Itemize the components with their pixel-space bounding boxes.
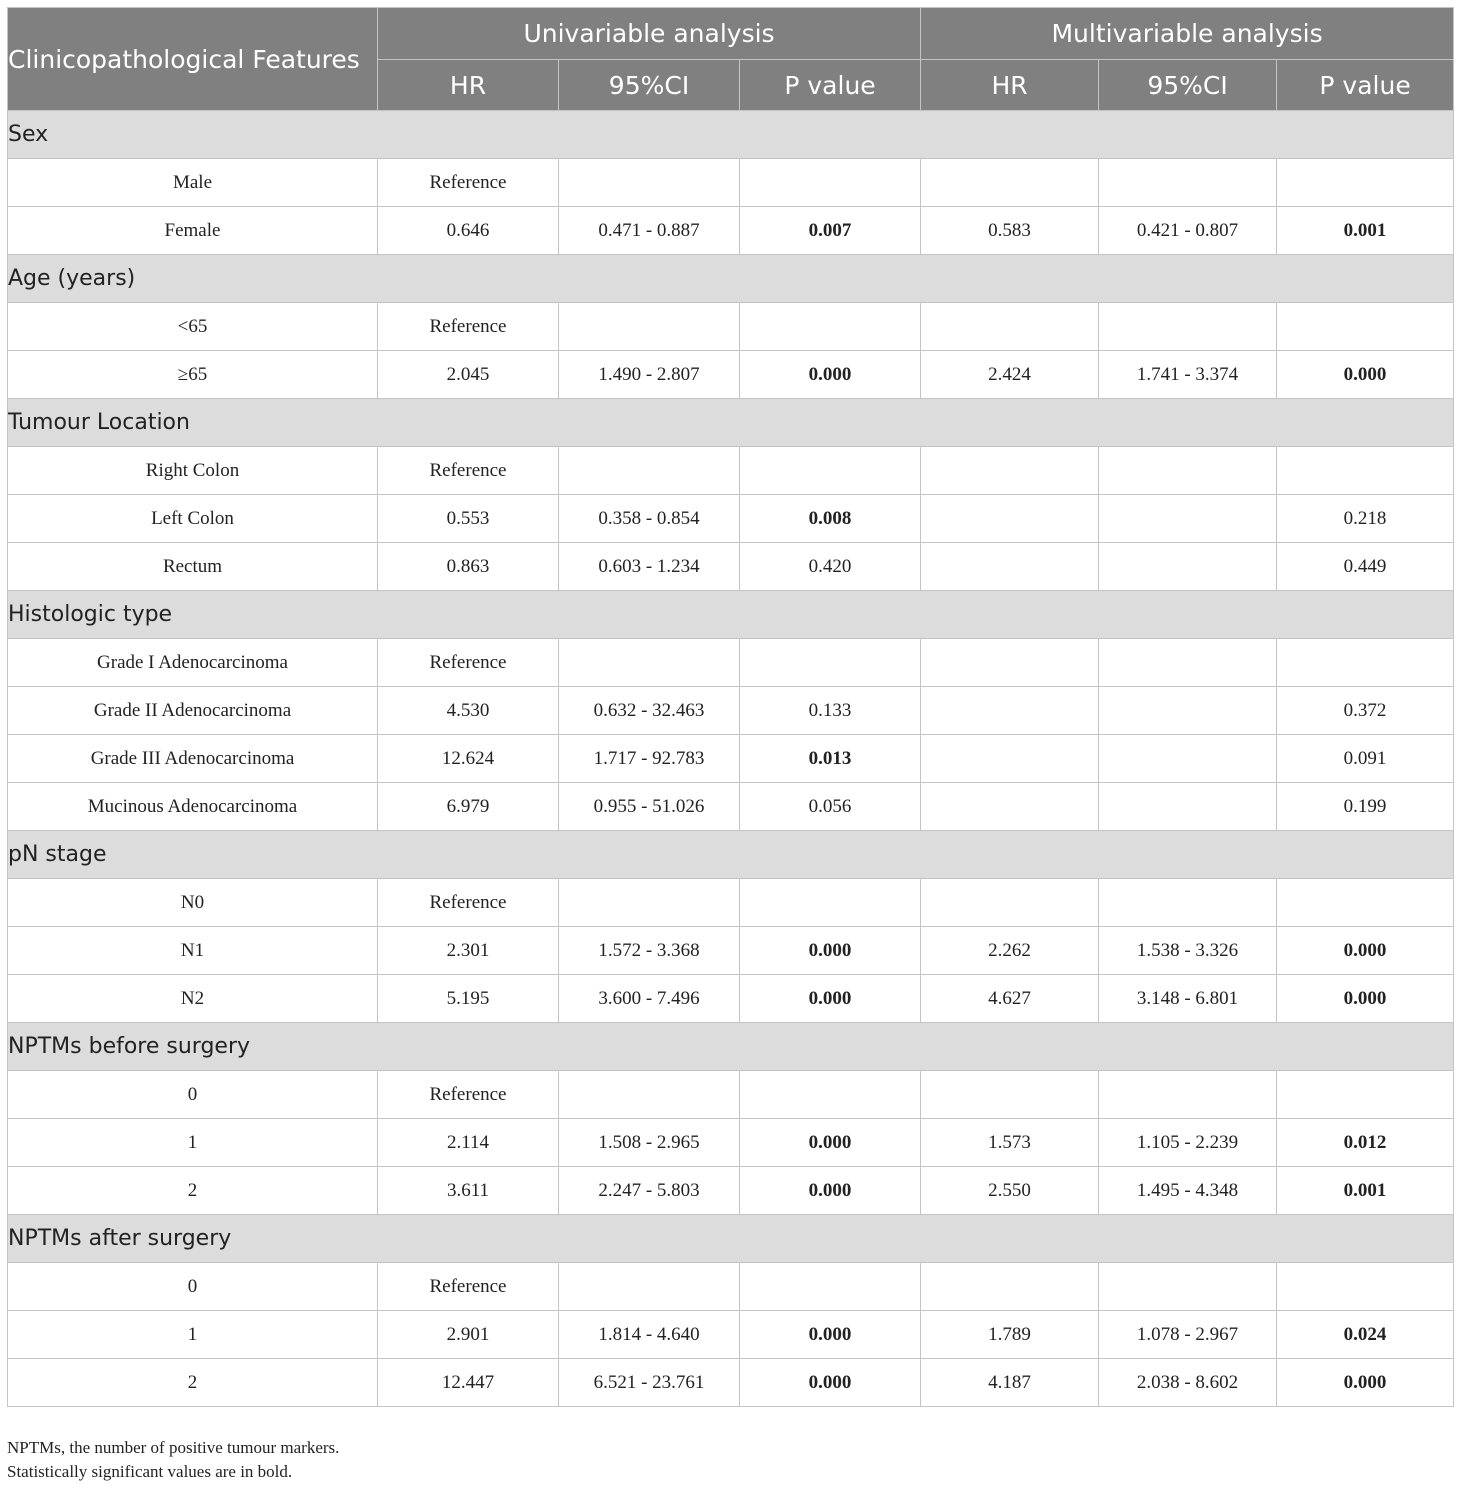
uni-pvalue-cell: 0.133: [740, 687, 921, 735]
multi-ci-cell: 3.148 - 6.801: [1099, 975, 1277, 1023]
table-row: [8, 1359, 1454, 1407]
uni-pvalue-cell: 0.000: [740, 1119, 921, 1167]
uni-ci-cell: 0.632 - 32.463: [559, 687, 740, 735]
section-title: NPTMs after surgery: [8, 1215, 1454, 1263]
section-title: Histologic type: [8, 591, 1454, 639]
table-row: [8, 159, 1454, 207]
multi-pvalue-cell: [1277, 879, 1454, 927]
section-row: [8, 1215, 1454, 1263]
uni-ci-cell: [559, 303, 740, 351]
multi-hr-cell: 2.550: [921, 1167, 1099, 1215]
uni-pvalue-cell: [740, 1263, 921, 1311]
uni-hr-cell: 0.863: [378, 543, 559, 591]
section-row: [8, 255, 1454, 303]
multi-pvalue-cell: 0.001: [1277, 207, 1454, 255]
section-title: Tumour Location: [8, 399, 1454, 447]
uni-ci-cell: 0.358 - 0.854: [559, 495, 740, 543]
header-multivariable: Multivariable analysis: [921, 8, 1454, 60]
uni-hr-cell: Reference: [378, 1263, 559, 1311]
uni-hr-cell: 5.195: [378, 975, 559, 1023]
uni-hr-cell: Reference: [378, 1071, 559, 1119]
table-row: [8, 639, 1454, 687]
uni-hr-cell: 2.301: [378, 927, 559, 975]
uni-hr-cell: 2.045: [378, 351, 559, 399]
multi-ci-cell: 0.421 - 0.807: [1099, 207, 1277, 255]
uni-hr-cell: 6.979: [378, 783, 559, 831]
uni-ci-cell: 1.490 - 2.807: [559, 351, 740, 399]
uni-pvalue-cell: [740, 447, 921, 495]
uni-pvalue-cell: [740, 303, 921, 351]
multi-pvalue-cell: 0.001: [1277, 1167, 1454, 1215]
multi-pvalue-cell: 0.000: [1277, 1359, 1454, 1407]
feature-label: 0: [8, 1263, 378, 1311]
multi-hr-cell: [921, 879, 1099, 927]
header-multi-ci: 95%CI: [1099, 60, 1277, 111]
multi-ci-cell: [1099, 159, 1277, 207]
multi-hr-cell: [921, 783, 1099, 831]
uni-hr-cell: Reference: [378, 879, 559, 927]
uni-ci-cell: [559, 1263, 740, 1311]
multi-pvalue-cell: [1277, 159, 1454, 207]
multi-ci-cell: 1.495 - 4.348: [1099, 1167, 1277, 1215]
table-row: [8, 495, 1454, 543]
section-row: [8, 1023, 1454, 1071]
feature-label: Grade II Adenocarcinoma: [8, 687, 378, 735]
uni-pvalue-cell: 0.420: [740, 543, 921, 591]
feature-label: Grade III Adenocarcinoma: [8, 735, 378, 783]
table-row: [8, 543, 1454, 591]
section-title: Sex: [8, 111, 1454, 159]
table-row: [8, 975, 1454, 1023]
table-row: [8, 783, 1454, 831]
multi-hr-cell: [921, 639, 1099, 687]
multi-pvalue-cell: [1277, 447, 1454, 495]
multi-hr-cell: [921, 543, 1099, 591]
uni-pvalue-cell: 0.000: [740, 927, 921, 975]
feature-label: Left Colon: [8, 495, 378, 543]
multi-pvalue-cell: 0.024: [1277, 1311, 1454, 1359]
multi-pvalue-cell: 0.000: [1277, 975, 1454, 1023]
multi-hr-cell: 0.583: [921, 207, 1099, 255]
uni-pvalue-cell: 0.000: [740, 1311, 921, 1359]
header-univariable: Univariable analysis: [378, 8, 921, 60]
header-uni-hr: HR: [378, 60, 559, 111]
table-row: [8, 447, 1454, 495]
multi-pvalue-cell: 0.000: [1277, 927, 1454, 975]
multi-pvalue-cell: 0.012: [1277, 1119, 1454, 1167]
section-title: Age (years): [8, 255, 1454, 303]
multi-hr-cell: 1.789: [921, 1311, 1099, 1359]
multi-ci-cell: 1.538 - 3.326: [1099, 927, 1277, 975]
table-row: [8, 879, 1454, 927]
table-row: [8, 927, 1454, 975]
multi-pvalue-cell: [1277, 303, 1454, 351]
header-row-1: [8, 8, 1454, 60]
feature-label: N2: [8, 975, 378, 1023]
multi-ci-cell: [1099, 1263, 1277, 1311]
uni-ci-cell: [559, 1071, 740, 1119]
header-features: Clinicopathological Features: [8, 8, 378, 111]
multi-pvalue-cell: 0.199: [1277, 783, 1454, 831]
uni-pvalue-cell: [740, 1071, 921, 1119]
uni-pvalue-cell: 0.008: [740, 495, 921, 543]
multi-hr-cell: 2.424: [921, 351, 1099, 399]
table-row: [8, 735, 1454, 783]
uni-pvalue-cell: 0.007: [740, 207, 921, 255]
feature-label: 2: [8, 1359, 378, 1407]
uni-ci-cell: [559, 639, 740, 687]
uni-ci-cell: [559, 159, 740, 207]
multi-ci-cell: [1099, 735, 1277, 783]
multi-hr-cell: 2.262: [921, 927, 1099, 975]
feature-label: N0: [8, 879, 378, 927]
multi-hr-cell: [921, 1071, 1099, 1119]
multi-hr-cell: [921, 447, 1099, 495]
table-row: [8, 303, 1454, 351]
uni-ci-cell: 0.603 - 1.234: [559, 543, 740, 591]
uni-pvalue-cell: [740, 879, 921, 927]
uni-ci-cell: [559, 879, 740, 927]
table-row: [8, 1167, 1454, 1215]
multi-hr-cell: [921, 159, 1099, 207]
feature-label: Right Colon: [8, 447, 378, 495]
feature-label: N1: [8, 927, 378, 975]
uni-hr-cell: 2.114: [378, 1119, 559, 1167]
table-row: [8, 207, 1454, 255]
uni-ci-cell: 6.521 - 23.761: [559, 1359, 740, 1407]
multi-pvalue-cell: 0.449: [1277, 543, 1454, 591]
table-footnotes: [7, 1436, 339, 1484]
table-row: [8, 1119, 1454, 1167]
uni-pvalue-cell: 0.056: [740, 783, 921, 831]
section-row: [8, 591, 1454, 639]
header-uni-pvalue: P value: [740, 60, 921, 111]
feature-label: Male: [8, 159, 378, 207]
multi-pvalue-cell: 0.218: [1277, 495, 1454, 543]
table-body: [8, 111, 1454, 1407]
multi-ci-cell: [1099, 495, 1277, 543]
uni-ci-cell: 1.717 - 92.783: [559, 735, 740, 783]
feature-label: 1: [8, 1119, 378, 1167]
section-row: [8, 399, 1454, 447]
footnote-bold: Statistically significant values are in bold.: [7, 1462, 293, 1481]
feature-label: Grade I Adenocarcinoma: [8, 639, 378, 687]
multi-pvalue-cell: [1277, 639, 1454, 687]
multi-hr-cell: 4.627: [921, 975, 1099, 1023]
feature-label: <65: [8, 303, 378, 351]
feature-label: 0: [8, 1071, 378, 1119]
uni-hr-cell: 12.447: [378, 1359, 559, 1407]
uni-hr-cell: Reference: [378, 447, 559, 495]
table-row: [8, 687, 1454, 735]
header-multi-pvalue: P value: [1277, 60, 1454, 111]
uni-hr-cell: Reference: [378, 159, 559, 207]
multi-pvalue-cell: 0.372: [1277, 687, 1454, 735]
feature-label: ≥65: [8, 351, 378, 399]
section-row: [8, 831, 1454, 879]
multi-ci-cell: [1099, 543, 1277, 591]
multi-ci-cell: [1099, 879, 1277, 927]
multi-pvalue-cell: [1277, 1071, 1454, 1119]
multi-ci-cell: [1099, 1071, 1277, 1119]
section-title: NPTMs before surgery: [8, 1023, 1454, 1071]
uni-hr-cell: 2.901: [378, 1311, 559, 1359]
section-title: pN stage: [8, 831, 1454, 879]
header-multi-hr: HR: [921, 60, 1099, 111]
uni-ci-cell: 1.814 - 4.640: [559, 1311, 740, 1359]
uni-pvalue-cell: 0.000: [740, 975, 921, 1023]
multi-ci-cell: [1099, 447, 1277, 495]
uni-hr-cell: 0.553: [378, 495, 559, 543]
feature-label: Mucinous Adenocarcinoma: [8, 783, 378, 831]
multi-pvalue-cell: [1277, 1263, 1454, 1311]
uni-hr-cell: 4.530: [378, 687, 559, 735]
multi-ci-cell: [1099, 303, 1277, 351]
uni-ci-cell: 0.471 - 0.887: [559, 207, 740, 255]
uni-pvalue-cell: 0.000: [740, 1359, 921, 1407]
results-table: [7, 7, 1454, 1407]
header-uni-ci: 95%CI: [559, 60, 740, 111]
multi-hr-cell: [921, 495, 1099, 543]
multi-ci-cell: 2.038 - 8.602: [1099, 1359, 1277, 1407]
multi-ci-cell: 1.078 - 2.967: [1099, 1311, 1277, 1359]
uni-hr-cell: 3.611: [378, 1167, 559, 1215]
uni-pvalue-cell: [740, 159, 921, 207]
multi-hr-cell: [921, 735, 1099, 783]
footnote-abbreviation: NPTMs, the number of positive tumour markers.: [7, 1438, 340, 1457]
multi-hr-cell: [921, 303, 1099, 351]
uni-hr-cell: Reference: [378, 303, 559, 351]
uni-pvalue-cell: 0.000: [740, 1167, 921, 1215]
feature-label: 1: [8, 1311, 378, 1359]
uni-pvalue-cell: [740, 639, 921, 687]
uni-ci-cell: [559, 447, 740, 495]
section-row: [8, 111, 1454, 159]
table-row: [8, 1263, 1454, 1311]
feature-label: 2: [8, 1167, 378, 1215]
feature-label: Rectum: [8, 543, 378, 591]
uni-ci-cell: 0.955 - 51.026: [559, 783, 740, 831]
multi-ci-cell: 1.105 - 2.239: [1099, 1119, 1277, 1167]
multi-pvalue-cell: 0.000: [1277, 351, 1454, 399]
feature-label: Female: [8, 207, 378, 255]
uni-ci-cell: 1.572 - 3.368: [559, 927, 740, 975]
multi-ci-cell: [1099, 783, 1277, 831]
uni-pvalue-cell: 0.000: [740, 351, 921, 399]
uni-ci-cell: 3.600 - 7.496: [559, 975, 740, 1023]
table-row: [8, 1071, 1454, 1119]
uni-hr-cell: Reference: [378, 639, 559, 687]
uni-ci-cell: 1.508 - 2.965: [559, 1119, 740, 1167]
uni-pvalue-cell: 0.013: [740, 735, 921, 783]
multi-hr-cell: [921, 687, 1099, 735]
uni-ci-cell: 2.247 - 5.803: [559, 1167, 740, 1215]
multi-pvalue-cell: 0.091: [1277, 735, 1454, 783]
table-row: [8, 1311, 1454, 1359]
multi-ci-cell: [1099, 639, 1277, 687]
table-row: [8, 351, 1454, 399]
uni-hr-cell: 0.646: [378, 207, 559, 255]
multi-hr-cell: 4.187: [921, 1359, 1099, 1407]
uni-hr-cell: 12.624: [378, 735, 559, 783]
multi-ci-cell: 1.741 - 3.374: [1099, 351, 1277, 399]
multi-hr-cell: 1.573: [921, 1119, 1099, 1167]
multi-hr-cell: [921, 1263, 1099, 1311]
multi-ci-cell: [1099, 687, 1277, 735]
